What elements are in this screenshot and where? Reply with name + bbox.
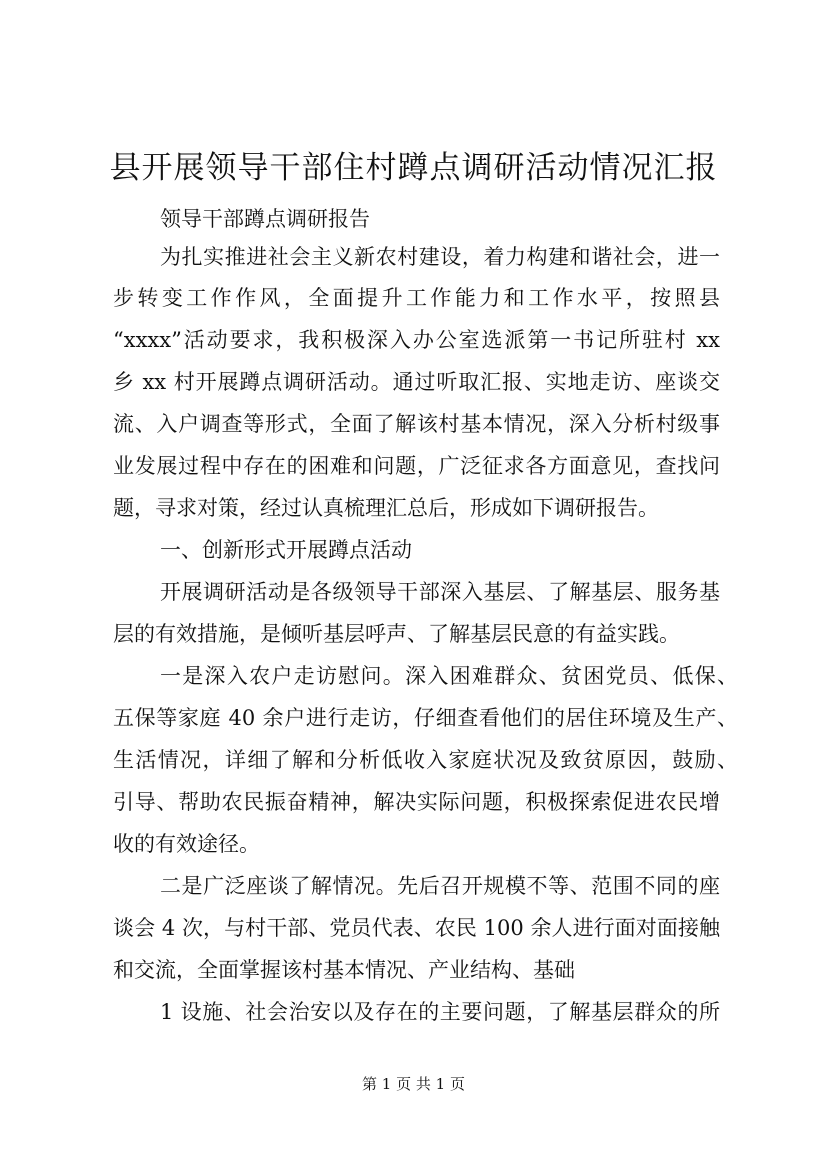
paragraph-line: 和交流，全面掌握该村基本情况、产业结构、基础 <box>113 958 575 982</box>
subtitle-line: 领导干部蹲点调研报告 <box>160 207 370 231</box>
paragraph-line: 流、入户调查等形式，全面了解该村基本情况，深入分析村级事 <box>113 412 720 436</box>
paragraph-line: 1 设施、社会治安以及存在的主要问题，了解基层群众的所 <box>160 1000 720 1024</box>
paragraph-line: 收的有效途径。 <box>113 832 260 856</box>
page-footer: 第 1 页 共 1 页 <box>362 1075 465 1093</box>
paragraph-line: 为扎实推进社会主义新农村建设，着力构建和谐社会，进一 <box>160 245 720 269</box>
paragraph-line: “xxxx”活动要求，我积极深入办公室选派第一书记所驻村 xx <box>113 328 720 352</box>
section-heading: 一、创新形式开展蹲点活动 <box>160 538 412 562</box>
paragraph-line: 五保等家庭 40 余户进行走访，仔细查看他们的居住环境及生产、 <box>113 706 738 730</box>
paragraph-line: 二是广泛座谈了解情况。先后召开规模不等、范围不同的座 <box>160 874 720 898</box>
document-title: 县开展领导干部住村蹲点调研活动情况汇报 <box>109 150 718 186</box>
paragraph-line: 开展调研活动是各级领导干部深入基层、了解基层、服务基 <box>160 580 720 604</box>
paragraph-line: 乡 xx 村开展蹲点调研活动。通过听取汇报、实地走访、座谈交 <box>113 370 720 394</box>
paragraph-line: 业发展过程中存在的困难和问题，广泛征求各方面意见，查找问 <box>113 454 720 478</box>
paragraph-line: 生活情况，详细了解和分析低收入家庭状况及致贫原因，鼓励、 <box>113 748 738 772</box>
paragraph-line: 题，寻求对策，经过认真梳理汇总后，形成如下调研报告。 <box>113 496 659 520</box>
paragraph-line: 一是深入农户走访慰问。深入困难群众、贫困党员、低保、 <box>160 664 738 688</box>
paragraph-line: 步转变工作作风，全面提升工作能力和工作水平，按照县 <box>113 286 720 310</box>
paragraph-line: 谈会 4 次，与村干部、党员代表、农民 100 余人进行面对面接触 <box>113 916 720 940</box>
paragraph-line: 引导、帮助农民振奋精神，解决实际问题，积极探索促进农民增 <box>113 790 720 814</box>
paragraph-line: 层的有效措施，是倾听基层呼声、了解基层民意的有益实践。 <box>113 622 680 646</box>
